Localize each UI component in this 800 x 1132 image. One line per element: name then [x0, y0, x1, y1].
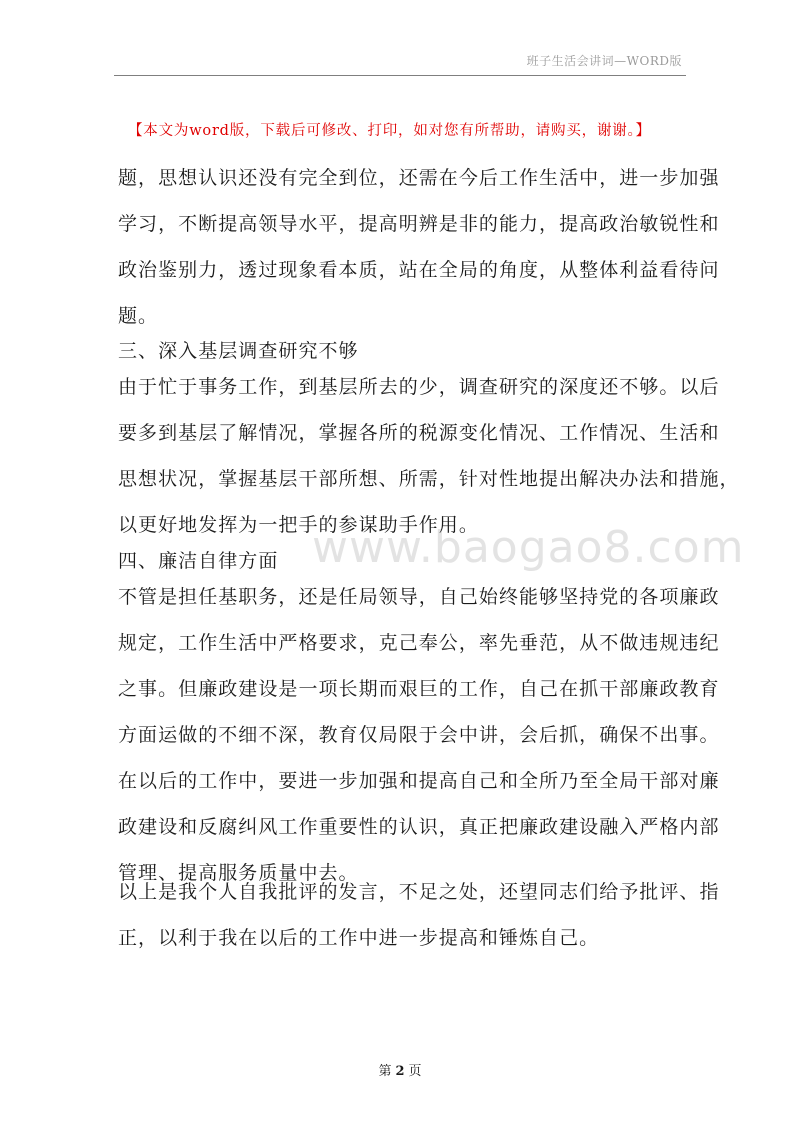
text-line: 学习，不断提高领导水平，提高明辨是非的能力，提高政治敏锐性和 — [118, 213, 720, 235]
page-number: 2 — [395, 1064, 405, 1079]
text-line: 思想状况，掌握基层干部所想、所需，针对性地提出解决办法和措施， — [118, 468, 740, 490]
header-title: 班子生活会讲词—WORD版 — [526, 54, 682, 68]
watermark: www.baogao8.com — [312, 522, 745, 573]
paragraph-closing — [118, 880, 720, 950]
heading-text: 四、廉洁自律方面 — [118, 550, 279, 572]
heading-text: 三、深入基层调查研究不够 — [118, 340, 359, 362]
purchase-notice: 【本文为word版，下载后可修改、打印，如对您有所帮助，请购买，谢谢。】 — [128, 123, 651, 139]
text-line: 以上是我个人自我批评的发言，不足之处，还望同志们给予批评、指 — [118, 881, 720, 903]
text-line: 题，思想认识还没有完全到位，还需在今后工作生活中，进一步加强 — [118, 167, 720, 189]
text-line: 之事。但廉政建设是一项长期而艰巨的工作，自己在抓干部廉政教育 — [118, 678, 720, 700]
text-line: 规定，工作生活中严格要求，克己奉公，率先垂范，从不做违规违纪 — [118, 632, 720, 654]
text-line: 正，以利于我在以后的工作中进一步提高和锤炼自己。 — [118, 927, 600, 949]
header-divider — [114, 75, 686, 76]
text-line: 政建设和反腐纠风工作重要性的认识，真正把廉政建设融入严格内部 — [118, 816, 720, 838]
text-line: 题。 — [118, 305, 159, 327]
section-heading-4 — [118, 549, 684, 573]
text-line: 要多到基层了解情况，掌握各所的税源变化情况、工作情况、生活和 — [118, 422, 720, 444]
text-line: 方面运做的不细不深，教育仅局限于会中讲，会后抓，确保不出事。 — [118, 724, 720, 746]
page-suffix: 页 — [408, 1064, 422, 1079]
page-prefix: 第 — [378, 1064, 392, 1079]
paragraph-section-3 — [118, 375, 740, 537]
section-heading-3 — [118, 339, 684, 363]
text-line: 管理、提高服务质量中去。 — [118, 862, 359, 884]
text-line: 不管是担任基职务，还是任局领导，自己始终能够坚持党的各项廉政 — [118, 586, 720, 608]
text-line: 在以后的工作中，要进一步加强和提高自己和全所乃至全局干部对廉 — [118, 770, 720, 792]
text-line: 由于忙于事务工作，到基层所去的少，调查研究的深度还不够。以后 — [118, 376, 720, 398]
paragraph-section-4 — [118, 585, 720, 885]
text-line: 以更好地发挥为一把手的参谋助手作用。 — [118, 514, 479, 536]
paragraph-continued — [118, 166, 720, 328]
page-number-footer — [0, 1060, 800, 1079]
text-line: 政治鉴别力，透过现象看本质，站在全局的角度，从整体利益看待问 — [118, 259, 720, 281]
